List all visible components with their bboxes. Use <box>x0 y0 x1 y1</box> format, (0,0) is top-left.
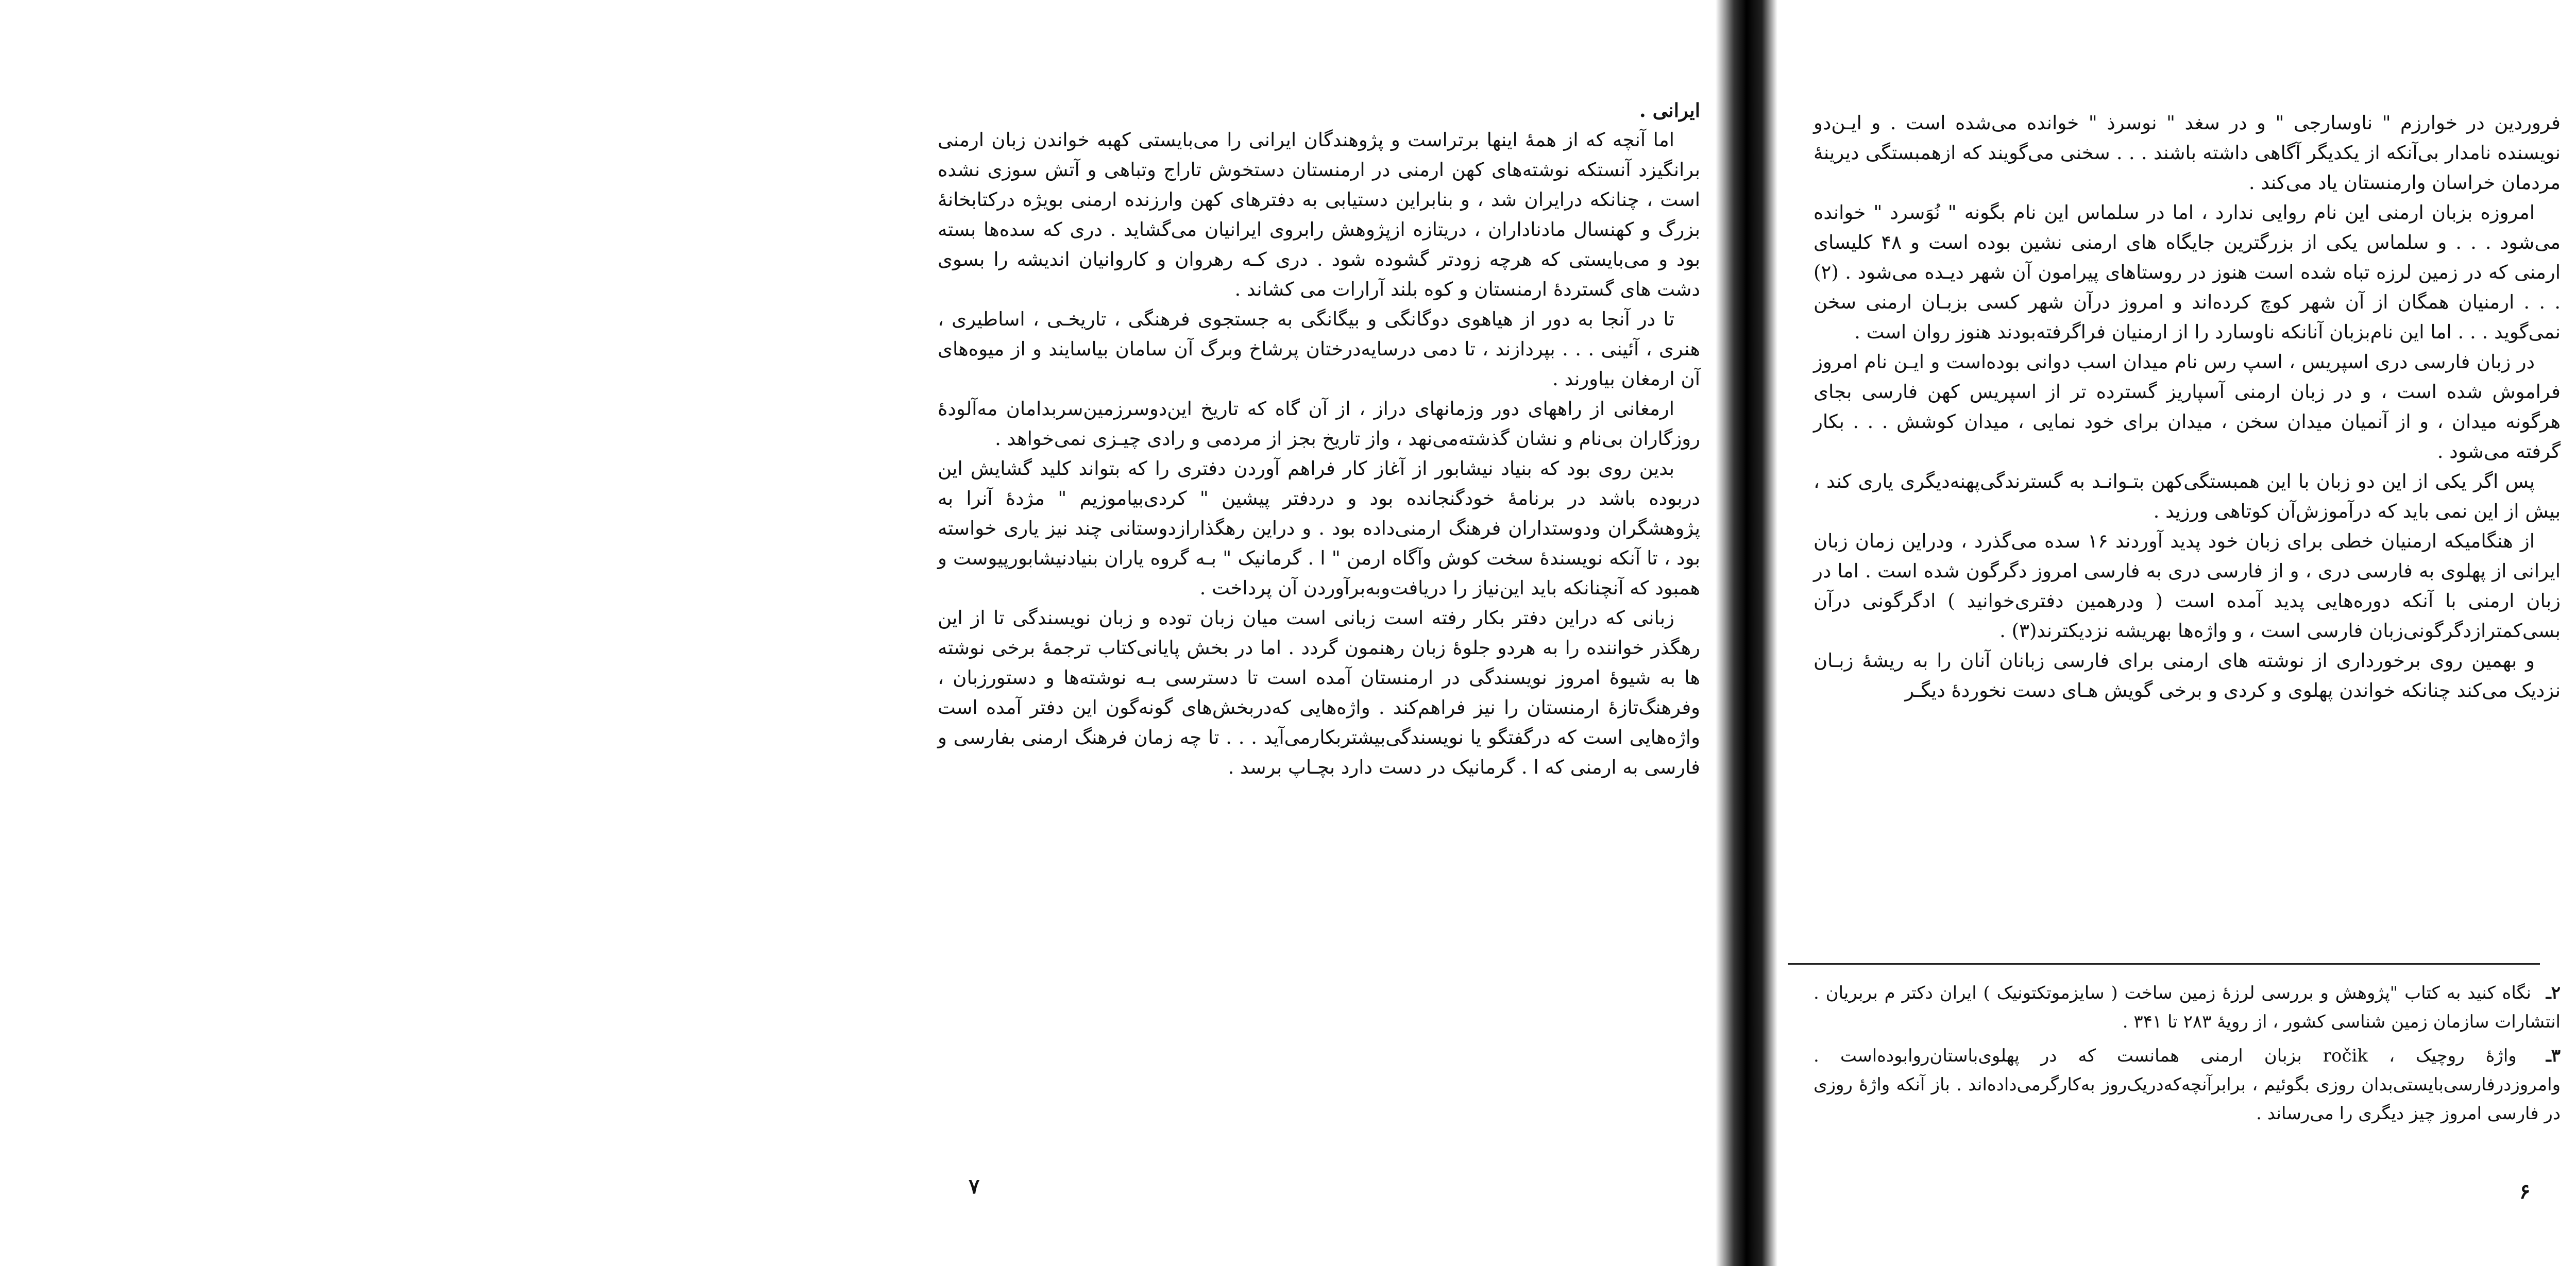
footnote <box>1814 1041 2561 1128</box>
footnote-text: واژهٔ روچیک ، ročik بزبان ارمنی همانست که در پهلوی‌باستان‌روابوده‌است . وامروزدرفارسی‌بایستی‌بدان روزی بگوئیم ، برابرآنچه‌که‌دریک‌روز به‌کارگرمی‌داده‌اند . باز آنکه واژهٔ روزی در فارسی امروز چیز دیگری را می‌رساند . <box>1814 1046 2561 1124</box>
paragraph: اما آنچه که از همهٔ اینها برتراست و پژوهندگان ایرانی را می‌بایستی کهبه خواندن زبان ارمنی برانگیزد آنستکه نوشته‌های کهن ارمنی در ارمنستان دستخوش تاراج وتباهی و آتش سوزی نشده است ، چنانکه درایران شد ، و بنابراین دستیابی به دفترهای کهن وارزنده ارمنی بویژه درکتابخانهٔ بزرگ و کهنسال مادناداران ، دریتازه ازپژوهش رابروی ایرانیان می‌گشاید . دری که سده‌ها بسته بود و می‌بایستی که هرچه زودتر گشوده شود . دری کـه رهروان و کاروانیان اندیشه را بسوی دشت های گستردهٔ ارمنستان و کوه بلند آرارات می کشاند . <box>938 129 1700 300</box>
book-gutter <box>1716 0 1777 1266</box>
page-number-left: ۷ <box>969 1174 980 1199</box>
footnote-number: ۳ـ <box>2546 1046 2561 1066</box>
paragraph: فروردین در خوارزم " ناوسارجی " و در سغد " نوسرذ " خوانده می‌شده است . و ایـن‌دو نویسنده نامدار بی‌آنکه از یکدیگر آگاهی داشته باشند . . . سخنی می‌گویند که ازهمبستگی دیرینهٔ مردمان خراسان وارمنستان یاد می‌کند . <box>1814 112 2561 194</box>
paragraph: در زبان فارسی دری اسپریس ، اسپ رس نام میدان اسب دوانی بوده‌است و ایـن نام امروز فراموش شده است ، و در زبان ارمنی آسپاریز گسترده تر از اسپریس کهن فارسی بجای هرگونه میدان ، و از آنمیان میدان سخن ، میدان برای خود نمایی ، میدان کوشش . . . بکار گرفته می‌شود . <box>1814 351 2561 463</box>
paragraph: زبانی که دراین دفتر بکار رفته است زبانی است میان زبان توده و زبان نویسندگی تا از این رهگذر خواننده را به هردو جلوهٔ زبان رهنمون گردد . اما در بخش پایانی‌کتاب ترجمهٔ برخی نوشته ها به شیوهٔ امروز نویسندگی در ارمنستان آمده است تا دسترسی بـه نوشته‌ها و دستورزبان ، وفرهنگ‌تازهٔ ارمنستان را نیز فراهم‌کند . واژه‌هایی که‌دربخش‌های گونه‌گون این دفتر آمده است واژه‌هایی است که درگفتگو یا نویسندگی‌بیشتربکارمی‌آید . . . تا چه زمان فرهنگ ارمنی بفارسی و فارسی به ارمنی که ا . گرمانیک در دست دارد بچـاپ برسد . <box>938 607 1700 778</box>
paragraph: بدین روی بود که بنیاد نیشابور از آغاز کار فراهم آوردن دفتری را که بتواند کلید گشایش این دربوده باشد در برنامهٔ خودگنجانده بود و دردفتر پیشین " کردی‌بیاموزیم " مژدهٔ آنرا به پژوهشگران ودوستداران فرهنگ ارمنی‌داده بود . و دراین رهگذارازدوستانی چند نیز یاری خواسته بود ، تا آنکه نویسندهٔ سخت کوش وآگاه ارمن " ا . گرمانیک " بـه گروه یاران بنیادنیشابورپیوست و همبود که آنچنانکه باید این‌نیاز را دریافت‌وبه‌برآوردن آن پرداخت . <box>938 457 1700 599</box>
paragraph: تا در آنجا به دور از هیاهوی دوگانگی و بیگانگی به جستجوی فرهنگی ، تاریخـی ، اساطیری ، هنری ، آئینی . . . بپردازند ، تا دمی درسایه‌درختان پرشاخ وبرگ آن سامان بیاسایند و از میوه‌های آن ارمغان بیاورند . <box>938 308 1700 390</box>
page-number-right: ۶ <box>2519 1179 2531 1204</box>
paragraph: پس اگر یکی از این دو زبان با این همبستگی‌کهن بتـوانـد به گسترندگی‌پهنه‌دیگری یاری کند ، بیش از این نمی باید که درآموزش‌آن کوتاهی ورزید . <box>1814 470 2561 522</box>
left-page <box>938 95 1700 782</box>
footnote-number: ۲ـ <box>2546 983 2561 1003</box>
right-page <box>1814 108 2561 706</box>
footnotes <box>1814 979 2561 1133</box>
paragraph: امروزه بزبان ارمنی این نام روایی ندارد ، اما در سلماس این نام بگونه " نُوَسرد " خوانده می‌شود . . . و سلماس یکی از بزرگترین جایگاه های ارمنی نشین بوده است و ۴۸ کلیسای ارمنی که در زمین لرزه تباه شده است هنوز در روستاهای پیرامون آن شهر دیـده می‌شود . (۲) . . . ارمنیان همگان از آن شهر کوچ کرده‌اند و امروز درآن شهر کسی بزبـان ارمنی سخن نمی‌گوید . . . اما این نام‌بزبان آنانکه ناوسارد را از ارمنیان فراگرفته‌بودند هنوز روان است . <box>1814 201 2561 343</box>
left-page-heading: ایرانی . <box>1639 99 1700 122</box>
footnote <box>1814 979 2561 1036</box>
paragraph: از هنگامیکه ارمنیان خطی برای زبان خود پدید آوردند ۱۶ سده می‌گذرد ، ودراین زمان زبان ایرانی از پهلوی به فارسی دری ، و از فارسی دری به فارسی امروز دگرگون شده است . اما در زبان ارمنی با آنکه دوره‌هایی پدید آمده است ( ودرهمین دفتری‌خوانید ) ادگرگونی درآن بسی‌کمترازدگرگونی‌زبان فارسی است ، و واژه‌ها بهریشه نزدیکترند(۳) . <box>1814 530 2561 642</box>
paragraph: ارمغانی از راههای دور وزمانهای دراز ، از آن گاه که تاریخ این‌دوسرزمین‌سربدامان مه‌آلودهٔ روزگاران بی‌نام و نشان گذشته‌می‌نهد ، واز تاریخ بجز از مردمی و رادی چیـزی نمی‌خواهد . <box>938 398 1700 450</box>
footnote-text: نگاه کنید به کتاب "پژوهش و بررسی لرزهٔ زمین ساخت ( سایزموتکتونیک ) ایران دکتر م بربریان . انتشارات سازمان زمین شناسی کشور ، از رویهٔ ۲۸۳ تا ۳۴۱ . <box>1814 983 2561 1032</box>
footnote-divider <box>1788 963 2540 965</box>
paragraph: و بهمین روی برخورداری از نوشته های ارمنی برای فارسی زبانان آنان را به ریشهٔ زبـان نزدیک می‌کند چنانکه خواندن پهلوی و کردی و برخی گویش هـای دست نخوردهٔ دیگـر <box>1814 649 2561 702</box>
